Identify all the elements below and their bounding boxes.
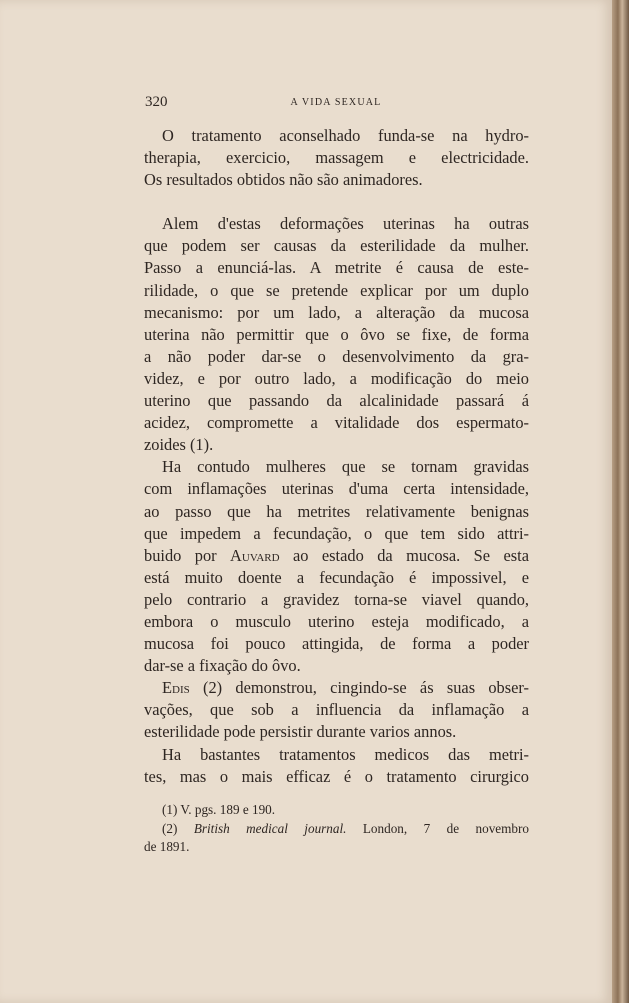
text-line: Os resultados obtidos não são animadores.	[144, 170, 423, 190]
paragraph-gap	[144, 191, 529, 213]
text-line: pelo contrario a gravidez torna-se viavel quando,	[144, 589, 529, 609]
page-number: 320	[145, 94, 168, 110]
footnote-1: (1) V. pgs. 189 e 190.	[162, 802, 276, 817]
text-line: therapia, exercicio, massagem e electricidade.	[144, 148, 529, 168]
text-line: O tratamento aconselhado funda-se na hydro-	[162, 126, 529, 145]
text-fragment: London, 7 de novembro	[346, 820, 529, 836]
text-line: mucosa foi pouco attingida, de forma a poder	[144, 634, 529, 654]
text-line: videz, e por outro lado, a modificação do meio	[144, 368, 529, 388]
footnote-2-continuation: de 1891.	[144, 839, 190, 854]
text-line: ao passo que ha metrites relativamente benignas	[144, 501, 529, 521]
text-line: mecanismo: por um lado, a alteração da mucosa	[144, 302, 529, 322]
text-line: acidez, compromette a vitalidade dos espermato-	[144, 413, 529, 433]
text-line: embora o musculo uterino esteja modificado, a	[144, 611, 529, 631]
author-name-edis: Edis	[162, 678, 190, 698]
footnote-2	[144, 820, 529, 839]
journal-title: British medical journal.	[193, 820, 347, 836]
text-line: zoides (1).	[144, 435, 214, 455]
text-line: Alem d'estas deformações uterinas ha outras	[162, 214, 529, 234]
footnotes	[144, 801, 529, 857]
text-line: que impedem a fecundação, o que tem sido attri-	[144, 523, 529, 543]
text-line	[144, 677, 529, 699]
body-text	[144, 125, 529, 788]
text-line: Ha bastantes tratamentos medicos das metri-	[162, 744, 529, 764]
text-fragment: (2)	[162, 820, 194, 836]
running-head: A VIDA SEXUAL	[290, 97, 382, 108]
author-name-auvard: Auvard	[230, 545, 280, 565]
text-line: Ha contudo mulheres que se tornam gravidas	[162, 457, 529, 477]
text-line: esterilidade pode persistir durante varios annos.	[144, 722, 457, 742]
text-line: a não poder dar-se o desenvolvimento da gra-	[144, 346, 529, 366]
page-header	[145, 94, 527, 112]
text-fragment: buido por	[144, 545, 231, 565]
text-line: Passo a enunciá-las. A metrite é causa de este-	[144, 258, 529, 278]
text-line: uterino que passando da alcalinidade passará á	[144, 391, 529, 411]
text-line: que podem ser causas da esterilidade da mulher.	[144, 236, 529, 256]
text-line: dar-se a fixação do ôvo.	[144, 656, 301, 676]
text-line: está muito doente a fecundação é impossivel, e	[144, 567, 529, 587]
text-line: com inflamações uterinas d'uma certa intensidade,	[144, 479, 529, 499]
text-line: vações, que sob a influencia da inflamação a	[144, 700, 529, 720]
text-fragment: ao estado da mucosa. Se esta	[279, 545, 529, 565]
text-fragment: (2) demonstrou, cingindo-se ás suas obser-	[189, 678, 529, 698]
page-edge	[612, 0, 629, 1003]
text-line: rilidade, o que se pretende explicar por um duplo	[144, 280, 529, 300]
text-line: uterina não permittir que o ôvo se fixe, de forma	[144, 324, 529, 344]
text-line: tes, mas o mais efficaz é o tratamento cirurgico	[144, 766, 529, 786]
text-line	[144, 545, 529, 567]
